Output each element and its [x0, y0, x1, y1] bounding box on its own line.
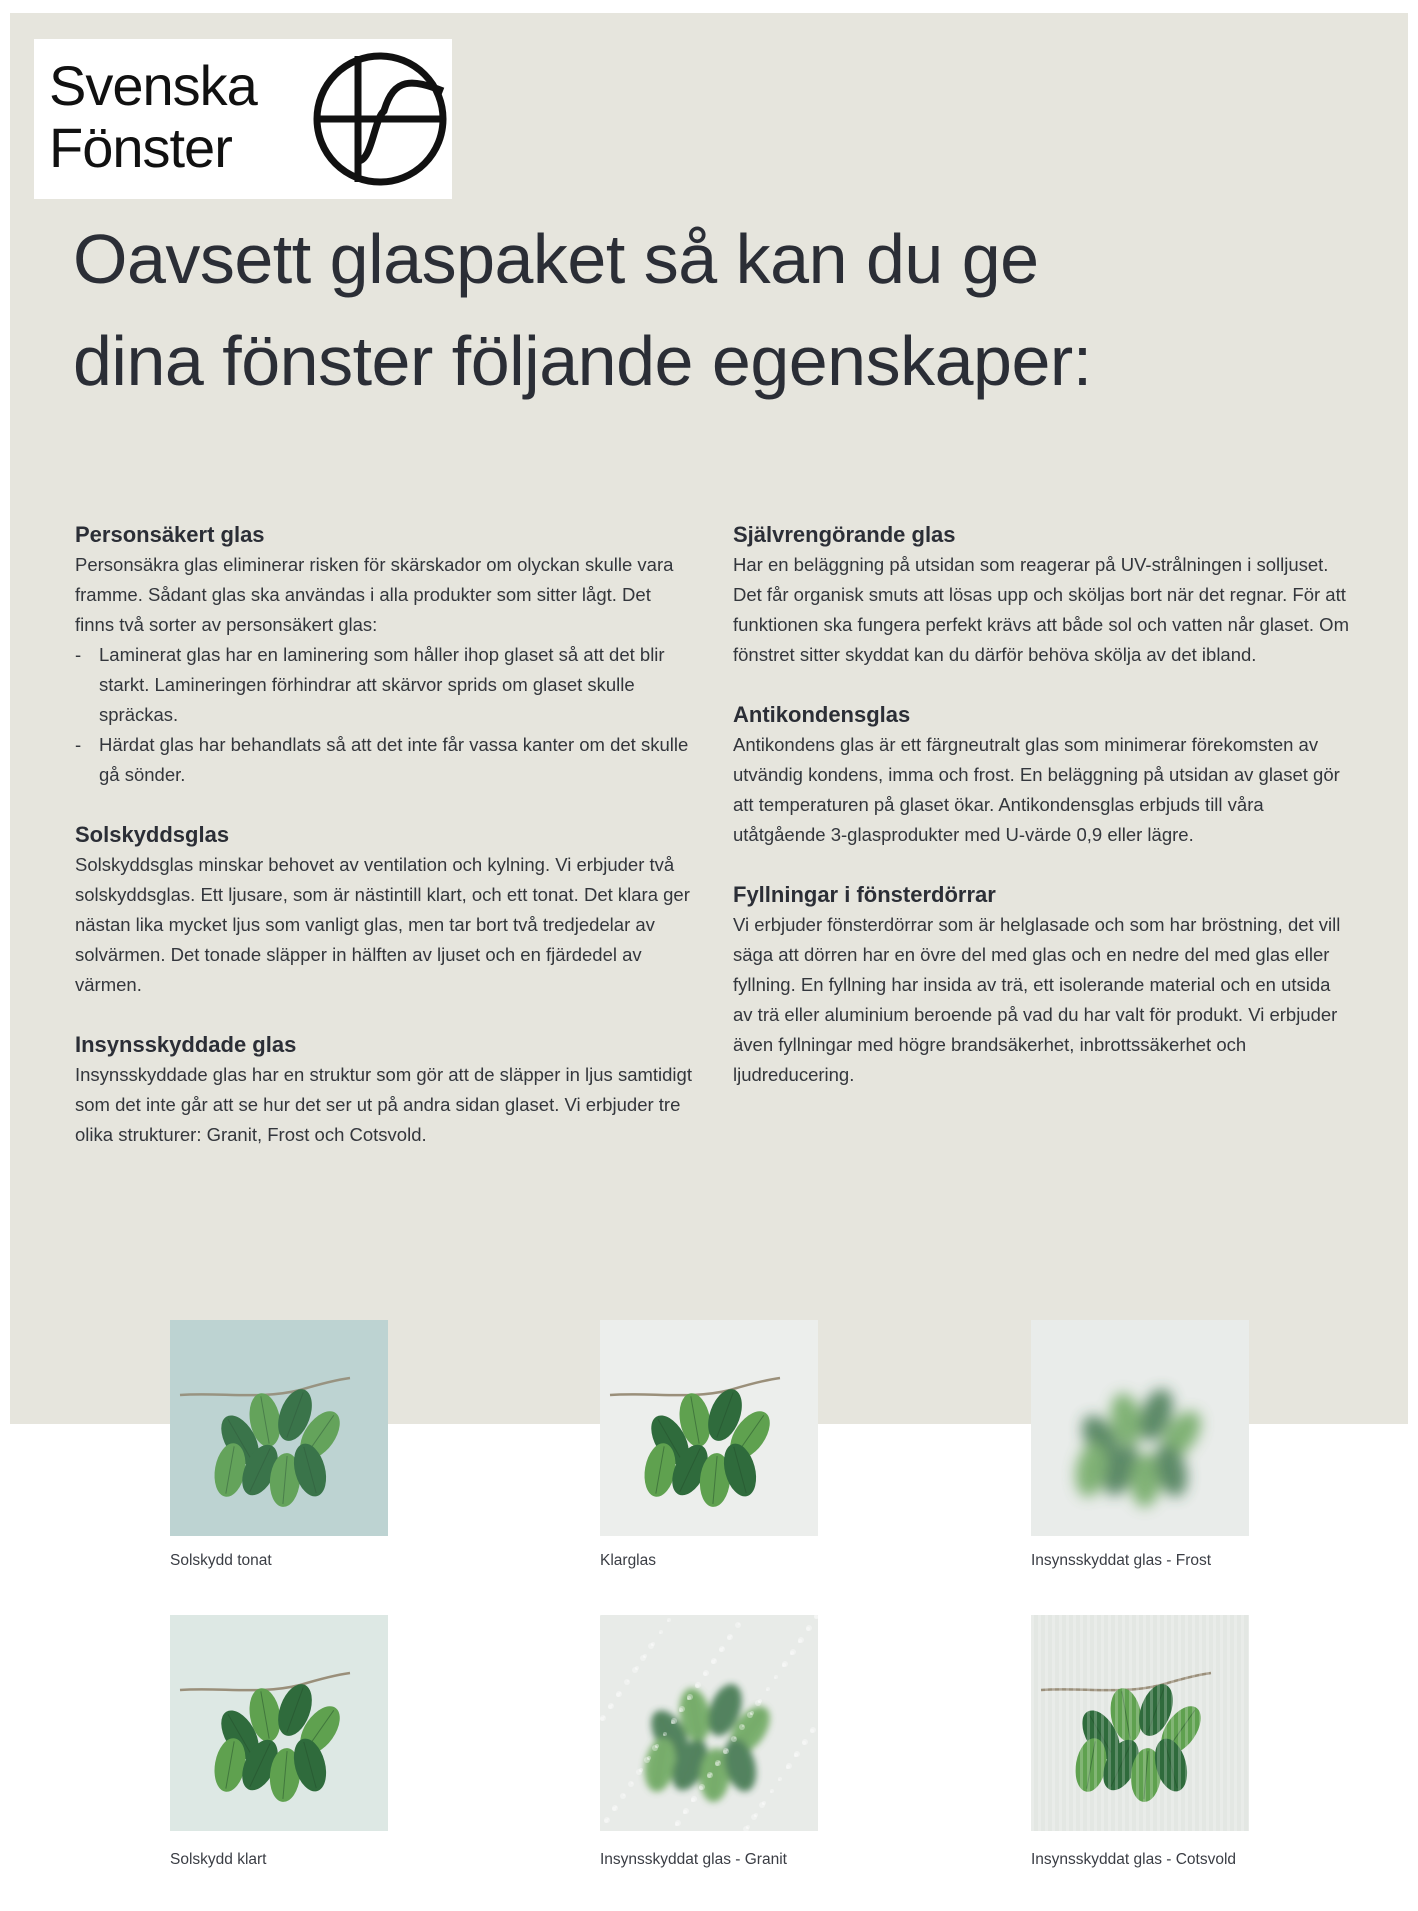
headline-line-2: dina fönster följande egenskaper: [73, 322, 1092, 400]
ficus-leaves-illustration [1031, 1615, 1249, 1831]
sample-caption: Insynsskyddat glas - Granit [600, 1851, 787, 1868]
right-text-column [733, 520, 1353, 1120]
ficus-leaves-illustration [600, 1615, 818, 1831]
sample-image-frost [1031, 1320, 1249, 1536]
section-body: Personsäkra glas eliminerar risken för skärskador om olyckan skulle vara framme. Sådant glas ska användas i alla produkter som sitter lågt. Det finns två sorter av personsäkert glas: [75, 554, 674, 635]
sample-caption: Klarglas [600, 1552, 656, 1569]
left-text-column [75, 520, 695, 1180]
brand-wordmark [49, 55, 257, 179]
section-title: Fyllningar i fönsterdörrar [733, 882, 996, 907]
brand-logo [34, 39, 452, 199]
sample-image-solskydd-tonat [170, 1320, 388, 1536]
section-solskyddsglas [75, 820, 695, 1000]
section-body: Vi erbjuder fönsterdörrar som är helglasade och som har bröstning, det vill säga att dörren har en övre del med glas och en nedre del med glas eller fyllning. En fyllning har insida av trä, ett isolerande material och en utsida av trä eller aluminium beroende på vad du har valt för produkt. Vi erbjuder även fyllningar med högre brandsäkerhet, inbrottssäkerhet och ljudreducering. [733, 914, 1341, 1085]
page-headline [73, 208, 1373, 412]
section-title: Självrengörande glas [733, 522, 956, 547]
section-antikondensglas [733, 700, 1353, 850]
brand-line-2: Fönster [49, 116, 232, 179]
section-personsakert-glas [75, 520, 695, 790]
bullet-item: - Härdat glas har behandlats så att det inte får vassa kanter om det skulle gå sönder. [75, 730, 695, 790]
section-title: Personsäkert glas [75, 522, 265, 547]
section-body: Har en beläggning på utsidan som reagerar på UV-strålningen i solljuset. Det får organisk smuts att lösas upp och sköljas bort när det regnar. För att funktionen ska fungera perfekt krävs att både sol och vatten når glaset. Om fönstret sitter skyddat kan du därför behöva skölja av det ibland. [733, 554, 1349, 665]
brand-line-1: Svenska [49, 54, 257, 117]
sample-caption: Insynsskyddat glas - Cotsvold [1031, 1851, 1237, 1868]
section-body: Antikondens glas är ett färgneutralt glas som minimerar förekomsten av utvändig kondens, imma och frost. En beläggning på utsidan av glaset gör att temperaturen på glaset ökar. Antikondensglas erbjuds till våra utåtgående 3-glasprodukter med U-värde 0,9 eller lägre. [733, 734, 1340, 845]
ficus-leaves-illustration [1031, 1320, 1249, 1536]
section-body: Solskyddsglas minskar behovet av ventilation och kylning. Vi erbjuder två solskyddsglas. Ett ljusare, som är nästintill klart, och ett tonat. Det klara ger nästan lika mycket ljus som vanligt glas, men tar bort två tredjedelar av solvärmen. Det tonade släpper in hälften av ljuset och en fjärdedel av värmen. [75, 854, 690, 995]
headline-line-1: Oavsett glaspaket så kan du ge [73, 220, 1039, 298]
sample-image-granit [600, 1615, 818, 1831]
sample-image-cotsvold [1031, 1615, 1249, 1831]
sample-image-solskydd-klart [170, 1615, 388, 1831]
section-fyllningar [733, 880, 1353, 1090]
section-title: Insynsskyddade glas [75, 1032, 297, 1057]
section-title: Antikondensglas [733, 702, 911, 727]
section-insynsskyddade-glas [75, 1030, 695, 1150]
bullet-item: - Laminerat glas har en laminering som håller ihop glaset så att det blir starkt. Lamineringen förhindrar att skärvor sprids om glaset skulle spräckas. [75, 640, 695, 730]
ficus-leaves-illustration [170, 1320, 388, 1536]
sample-caption: Insynsskyddat glas - Frost [1031, 1552, 1212, 1569]
sample-image-klarglas [600, 1320, 818, 1536]
section-title: Solskyddsglas [75, 822, 230, 847]
section-sjalvrengorande-glas [733, 520, 1353, 670]
sample-caption: Solskydd tonat [170, 1552, 272, 1569]
sample-caption: Solskydd klart [170, 1851, 267, 1868]
circle-cross-wave-icon [312, 51, 448, 187]
ficus-leaves-illustration [170, 1615, 388, 1831]
ficus-leaves-illustration [600, 1320, 818, 1536]
section-body: Insynsskyddade glas har en struktur som gör att de släpper in ljus samtidigt som det inte går att se hur det ser ut på andra sidan glaset. Vi erbjuder tre olika strukturer: Granit, Frost och Cotsvold. [75, 1064, 692, 1145]
bullet-list [75, 640, 695, 790]
